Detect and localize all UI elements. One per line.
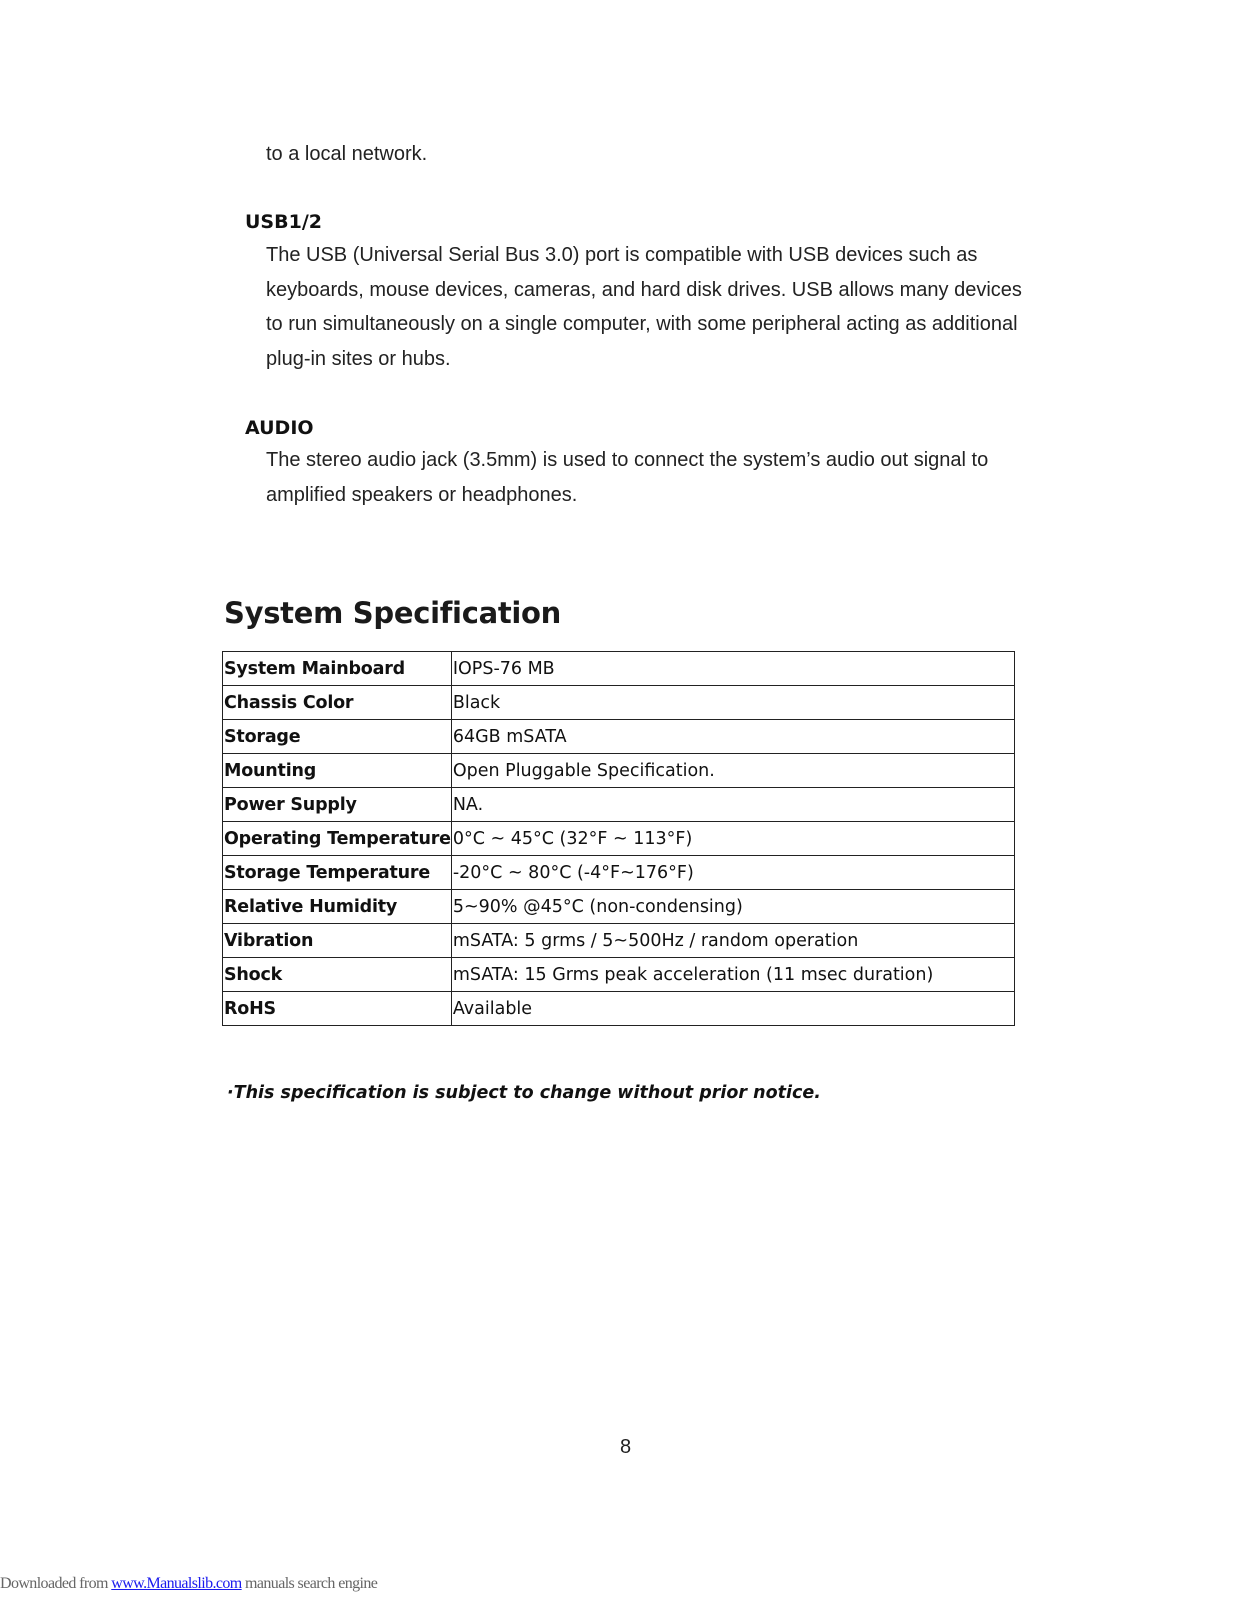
spec-row bbox=[223, 788, 1015, 822]
page-number: 8 bbox=[620, 1436, 632, 1458]
spec-label: RoHS bbox=[223, 992, 452, 1026]
spec-value: Available bbox=[451, 992, 1014, 1026]
footer bbox=[0, 1575, 377, 1593]
spec-row bbox=[223, 720, 1015, 754]
spec-label: Chassis Color bbox=[223, 686, 452, 720]
spec-value: Black bbox=[451, 686, 1014, 720]
spec-table-body bbox=[223, 652, 1015, 1026]
spec-value: Open Pluggable Specification. bbox=[451, 754, 1014, 788]
spec-value: 5~90% @45°C (non-condensing) bbox=[451, 890, 1014, 924]
usb-heading: USB1/2 bbox=[245, 211, 322, 233]
spec-value: NA. bbox=[451, 788, 1014, 822]
spec-row bbox=[223, 890, 1015, 924]
spec-title: System Specification bbox=[224, 596, 562, 630]
spec-row bbox=[223, 856, 1015, 890]
lan-text: to a local network. bbox=[266, 143, 428, 165]
spec-row bbox=[223, 924, 1015, 958]
spec-row bbox=[223, 992, 1015, 1026]
spec-table bbox=[222, 651, 1015, 1026]
spec-row bbox=[223, 958, 1015, 992]
spec-value: IOPS-76 MB bbox=[451, 652, 1014, 686]
spec-label: Vibration bbox=[223, 924, 452, 958]
spec-label: Relative Humidity bbox=[223, 890, 452, 924]
spec-value: mSATA: 15 Grms peak acceleration (11 msec duration) bbox=[451, 958, 1014, 992]
spec-value: -20°C ~ 80°C (-4°F~176°F) bbox=[451, 856, 1014, 890]
spec-value: mSATA: 5 grms / 5~500Hz / random operation bbox=[451, 924, 1014, 958]
footer-prefix: Downloaded from bbox=[0, 1575, 112, 1592]
audio-text: The stereo audio jack (3.5mm) is used to connect the system’s audio out signal to amplified speakers or headphones. bbox=[266, 449, 989, 506]
spec-row bbox=[223, 686, 1015, 720]
spec-label: Storage bbox=[223, 720, 452, 754]
spec-value: 64GB mSATA bbox=[451, 720, 1014, 754]
audio-heading: AUDIO bbox=[245, 417, 314, 439]
spec-label: Mounting bbox=[223, 754, 452, 788]
spec-label: Operating Temperature bbox=[223, 822, 452, 856]
footer-link[interactable]: www.Manualslib.com bbox=[111, 1575, 242, 1592]
spec-row bbox=[223, 754, 1015, 788]
spec-note: ·This specification is subject to change without prior notice. bbox=[227, 1083, 821, 1103]
footer-suffix: manuals search engine bbox=[241, 1575, 378, 1592]
spec-row bbox=[223, 652, 1015, 686]
spec-label: Power Supply bbox=[223, 788, 452, 822]
spec-label: Shock bbox=[223, 958, 452, 992]
spec-value: 0°C ~ 45°C (32°F ~ 113°F) bbox=[451, 822, 1014, 856]
spec-row bbox=[223, 822, 1015, 856]
spec-label: Storage Temperature bbox=[223, 856, 452, 890]
spec-label: System Mainboard bbox=[223, 652, 452, 686]
usb-text: The USB (Universal Serial Bus 3.0) port is compatible with USB devices such as keyboards, mouse devices, cameras, and hard disk drives. USB allows many devices to run simultaneously on a single computer, with some peripheral acting as additional plug-in sites or hubs. bbox=[266, 244, 1022, 370]
